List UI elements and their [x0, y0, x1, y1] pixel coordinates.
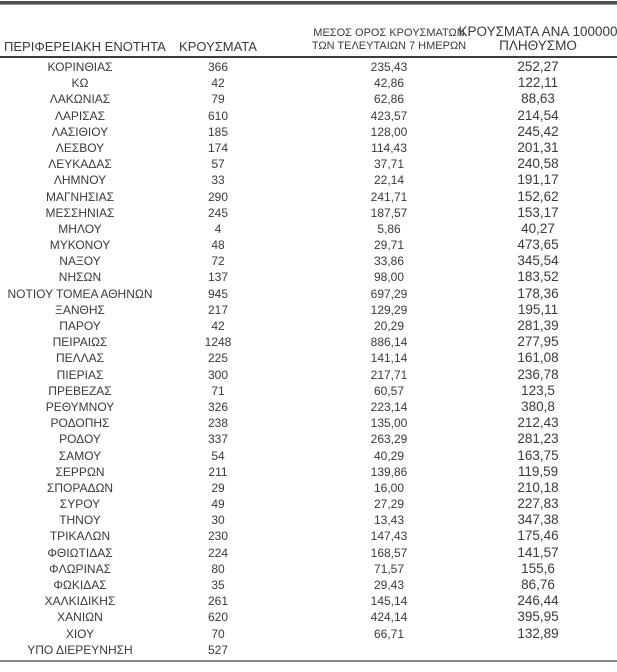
cell-cases: 211: [208, 464, 228, 479]
table-row: [0, 593, 617, 609]
cell-avg-7-days: 20,29: [373, 319, 405, 333]
cell-regional-unit: ΝΟΤΙΟΥ ΤΟΜΕΑ ΑΘΗΝΩΝ: [7, 286, 153, 301]
table-row: [0, 561, 617, 577]
header-cases-per-100000-line1: ΚΡΟΥΣΜΑΤΑ ΑΝΑ 100000: [458, 24, 617, 39]
cell-cases-per-100000: 236,78: [517, 366, 559, 382]
cell-avg-7-days: 62,86: [373, 92, 405, 107]
table-row: [0, 577, 617, 593]
cell-cases: 224: [207, 545, 229, 560]
cell-cases: 42: [211, 76, 225, 91]
cell-cases: 80: [211, 561, 225, 576]
cell-avg-7-days: 241,71: [370, 189, 408, 204]
cell-cases: 185: [207, 124, 229, 139]
table-row: [0, 383, 617, 399]
cell-cases: 29: [211, 480, 225, 495]
cell-cases: 366: [207, 60, 229, 74]
table-row: [0, 140, 617, 156]
cell-cases-per-100000: 178,36: [517, 285, 559, 301]
cell-cases-per-100000: 227,83: [517, 496, 559, 512]
table-row: [0, 221, 617, 237]
cell-cases: 245: [207, 205, 229, 220]
table-row: [0, 545, 617, 561]
cell-avg-7-days: 147,43: [370, 529, 408, 544]
cell-avg-7-days: 5,86: [377, 221, 401, 236]
table-row: [0, 269, 617, 285]
cell-cases-per-100000: 119,59: [517, 463, 559, 479]
table-row: [0, 59, 617, 75]
cell-cases-per-100000: 141,57: [517, 544, 559, 560]
cell-regional-unit: ΦΘΙΩΤΙΔΑΣ: [47, 545, 113, 560]
cell-cases-per-100000: 191,17: [517, 172, 559, 188]
cell-cases: 300: [207, 367, 229, 382]
cell-regional-unit: ΡΟΔΟΠΗΣ: [50, 416, 110, 431]
cell-cases-per-100000: 195,11: [517, 301, 559, 317]
table-row: [0, 91, 617, 107]
table-row: [0, 480, 617, 496]
cell-cases-per-100000: 152,62: [517, 188, 559, 204]
cell-regional-unit: ΠΙΕΡΙΑΣ: [56, 367, 104, 382]
cell-cases-per-100000: 246,44: [517, 593, 559, 609]
cell-avg-7-days: 66,71: [373, 626, 405, 641]
table-row: [0, 448, 617, 464]
bottom-divider: [0, 660, 617, 662]
cell-cases: 610: [207, 108, 229, 123]
table-row: [0, 334, 617, 350]
cell-cases: 30: [211, 513, 225, 528]
table-row: [0, 367, 617, 383]
cell-cases-per-100000: 153,17: [517, 204, 559, 220]
cell-regional-unit: ΠΡΕΒΕΖΑΣ: [48, 383, 112, 398]
table-row: [0, 205, 617, 221]
table-row: [0, 399, 617, 415]
cell-cases: 54: [211, 448, 225, 463]
cell-cases-per-100000: 201,31: [517, 139, 559, 155]
cell-regional-unit: ΝΑΞΟΥ: [59, 254, 101, 269]
cell-avg-7-days: 141,14: [370, 351, 408, 366]
header-avg-7-days-line1: ΜΕΣΟΣ ΟΡΟΣ ΚΡΟΥΣΜΑΤΩΝ: [313, 27, 465, 39]
cell-cases: 1248: [204, 335, 232, 350]
cell-cases-per-100000: 183,52: [517, 269, 559, 285]
cell-cases: 4: [214, 221, 222, 236]
cell-regional-unit: ΛΑΡΙΣΑΣ: [54, 108, 106, 123]
cell-cases-per-100000: 281,23: [517, 431, 559, 447]
cell-cases-per-100000: 210,18: [517, 479, 559, 495]
table-row: [0, 496, 617, 512]
cell-cases-per-100000: 122,11: [517, 75, 559, 91]
table-header-row: [0, 0, 617, 56]
cell-avg-7-days: 40,29: [373, 448, 405, 463]
cell-avg-7-days: 13,43: [373, 513, 405, 528]
cell-cases-per-100000: 214,54: [517, 107, 559, 123]
cell-avg-7-days: 37,71: [373, 157, 405, 172]
cell-regional-unit: ΛΗΜΝΟΥ: [53, 173, 107, 188]
cell-regional-unit: ΥΠΟ ΔΙΕΡΕΥΝΗΣΗ: [27, 642, 133, 657]
cell-avg-7-days: 168,57: [370, 545, 408, 560]
cell-regional-unit: ΚΩ: [71, 76, 89, 91]
header-cases: ΚΡΟΥΣΜΑΤΑ: [179, 39, 257, 54]
cell-regional-unit: ΧΑΝΙΩΝ: [57, 610, 103, 625]
table-row: [0, 512, 617, 528]
cell-regional-unit: ΠΕΛΛΑΣ: [55, 351, 105, 366]
cell-regional-unit: ΠΕΙΡΑΙΩΣ: [52, 335, 108, 350]
cell-regional-unit: ΣΕΡΡΩΝ: [55, 464, 105, 479]
cell-cases: 261: [207, 594, 229, 609]
cell-cases: 42: [211, 319, 225, 333]
cell-avg-7-days: 114,43: [371, 140, 407, 155]
cell-cases: 57: [211, 157, 225, 172]
table-row: [0, 318, 617, 334]
cell-avg-7-days: 29,43: [373, 578, 405, 592]
table-body: [0, 59, 617, 658]
cell-cases-per-100000: 175,46: [517, 528, 559, 544]
cell-regional-unit: ΝΗΣΩΝ: [58, 270, 102, 285]
cell-regional-unit: ΡΟΔΟΥ: [59, 432, 101, 447]
cell-regional-unit: ΡΕΘΥΜΝΟΥ: [45, 399, 115, 414]
cell-regional-unit: ΛΕΥΚΑΔΑΣ: [48, 157, 112, 172]
cell-cases: 72: [211, 254, 225, 269]
cell-avg-7-days: 42,86: [373, 76, 405, 91]
header-cases-per-100000-line2: ΠΛΗΘΥΣΜΟ: [499, 38, 577, 53]
cell-cases: 48: [211, 238, 225, 253]
cell-cases: 35: [211, 578, 225, 592]
cell-cases-per-100000: 40,27: [521, 220, 555, 236]
cell-avg-7-days: 424,14: [370, 610, 408, 625]
cell-avg-7-days: 145,14: [370, 594, 408, 609]
cell-cases: 225: [207, 351, 229, 366]
cell-cases-per-100000: 240,58: [517, 156, 559, 172]
cell-avg-7-days: 33,86: [373, 254, 405, 269]
table-row: [0, 415, 617, 431]
cell-regional-unit: ΣΑΜΟΥ: [58, 448, 102, 463]
table-row: [0, 189, 617, 205]
cell-cases-per-100000: 123,5: [521, 382, 555, 398]
cell-regional-unit: ΣΠΟΡΑΔΩΝ: [46, 480, 114, 495]
cell-cases: 620: [207, 610, 229, 625]
cell-avg-7-days: 129,29: [370, 302, 408, 317]
header-divider: [0, 56, 617, 58]
cell-regional-unit: ΞΑΝΘΗΣ: [55, 302, 105, 317]
cell-regional-unit: ΧΙΟΥ: [65, 626, 95, 641]
cell-avg-7-days: 423,57: [370, 108, 408, 123]
header-avg-7-days-line2: ΤΩΝ ΤΕΛΕΥΤΑΙΩΝ 7 ΗΜΕΡΩΝ: [311, 40, 467, 52]
cell-cases-per-100000: 380,8: [521, 398, 555, 414]
cell-cases-per-100000: 245,42: [517, 123, 559, 139]
table-row: [0, 642, 617, 658]
header-regional-unit: ΠΕΡΙΦΕΡΕΙΑΚΗ ΕΝΟΤΗΤΑ: [4, 39, 166, 54]
cell-regional-unit: ΜΗΛΟΥ: [58, 221, 102, 236]
cell-regional-unit: ΧΑΛΚΙΔΙΚΗΣ: [44, 594, 116, 609]
cell-regional-unit: ΛΑΣΙΘΙΟΥ: [51, 124, 109, 139]
cell-cases: 79: [211, 92, 225, 107]
cell-cases: 290: [207, 189, 229, 204]
cell-avg-7-days: 27,29: [373, 497, 405, 512]
cell-avg-7-days: 29,71: [373, 238, 405, 253]
cell-regional-unit: ΤΗΝΟΥ: [59, 513, 101, 528]
cell-avg-7-days: 223,14: [370, 399, 408, 414]
cell-regional-unit: ΜΕΣΣΗΝΙΑΣ: [45, 205, 115, 220]
cell-cases-per-100000: 277,95: [517, 334, 559, 350]
table-row: [0, 626, 617, 642]
header-cases-per-100000: [448, 25, 617, 53]
table-row: [0, 253, 617, 269]
table-row: [0, 124, 617, 140]
cell-regional-unit: ΣΥΡΟΥ: [59, 497, 101, 512]
cell-cases: 217: [207, 302, 229, 317]
cell-avg-7-days: 71,57: [373, 561, 405, 576]
cell-cases: 137: [207, 270, 229, 285]
table-row: [0, 464, 617, 480]
table-row: [0, 350, 617, 366]
cell-avg-7-days: 217,71: [370, 367, 408, 382]
cell-cases: 230: [207, 529, 229, 544]
cell-cases: 238: [207, 416, 229, 431]
cell-cases-per-100000: 132,89: [517, 625, 559, 641]
cell-avg-7-days: 235,43: [370, 60, 408, 74]
table-row: [0, 528, 617, 544]
cell-avg-7-days: 139,86: [370, 464, 408, 479]
cell-avg-7-days: 22,14: [373, 173, 405, 188]
cell-avg-7-days: 135,00: [370, 416, 408, 431]
cell-cases-per-100000: [452, 642, 617, 658]
cell-cases-per-100000: 163,75: [517, 447, 559, 463]
cell-avg-7-days: 263,29: [370, 432, 408, 447]
cell-cases: 527: [207, 642, 229, 657]
table-row: [0, 431, 617, 447]
cell-cases: 70: [211, 626, 225, 641]
table-row: [0, 75, 617, 91]
cell-avg-7-days: 187,57: [370, 205, 408, 220]
cell-cases-per-100000: 212,43: [517, 415, 559, 431]
table-row: [0, 609, 617, 625]
cell-cases-per-100000: 395,95: [517, 609, 559, 625]
cell-avg-7-days: 886,14: [370, 335, 408, 350]
cell-avg-7-days: 60,57: [373, 383, 405, 398]
cell-cases: 326: [207, 399, 229, 414]
table-row: [0, 302, 617, 318]
cell-regional-unit: ΠΑΡΟΥ: [59, 319, 101, 333]
table-row: [0, 156, 617, 172]
cell-avg-7-days: 128,00: [370, 124, 408, 139]
cell-cases: 49: [211, 497, 225, 512]
cell-regional-unit: ΛΑΚΩΝΙΑΣ: [49, 92, 111, 107]
cell-cases-per-100000: 252,27: [517, 59, 559, 74]
table-row: [0, 286, 617, 302]
cell-cases: 174: [207, 140, 229, 155]
cell-avg-7-days: 697,29: [370, 286, 408, 301]
cell-regional-unit: ΤΡΙΚΑΛΩΝ: [49, 529, 111, 544]
cell-cases: 337: [207, 432, 229, 447]
cell-regional-unit: ΦΩΚΙΔΑΣ: [53, 578, 107, 592]
cell-cases-per-100000: 473,65: [517, 237, 559, 253]
cell-cases-per-100000: 281,39: [517, 318, 559, 333]
cell-cases: 945: [207, 286, 229, 301]
cell-regional-unit: ΚΟΡΙΝΘΙΑΣ: [47, 60, 113, 74]
cell-regional-unit: ΦΛΩΡΙΝΑΣ: [49, 561, 111, 576]
cell-cases-per-100000: 347,38: [517, 512, 559, 528]
table-row: [0, 108, 617, 124]
cell-avg-7-days: 16,00: [373, 480, 405, 495]
cell-cases-per-100000: 345,54: [517, 253, 559, 269]
cell-cases-per-100000: 86,76: [521, 577, 555, 592]
cell-cases: 33: [211, 173, 225, 188]
cell-cases-per-100000: 88,63: [521, 91, 555, 107]
cell-cases: 71: [211, 383, 225, 398]
table-row: [0, 172, 617, 188]
cell-regional-unit: ΜΥΚΟΝΟΥ: [49, 238, 111, 253]
cell-regional-unit: ΜΑΓΝΗΣΙΑΣ: [45, 189, 115, 204]
cell-cases-per-100000: 155,6: [521, 560, 555, 576]
cell-regional-unit: ΛΕΣΒΟΥ: [55, 140, 105, 155]
cell-avg-7-days: 98,00: [373, 270, 405, 285]
cell-cases-per-100000: 161,08: [517, 350, 559, 366]
table-row: [0, 237, 617, 253]
